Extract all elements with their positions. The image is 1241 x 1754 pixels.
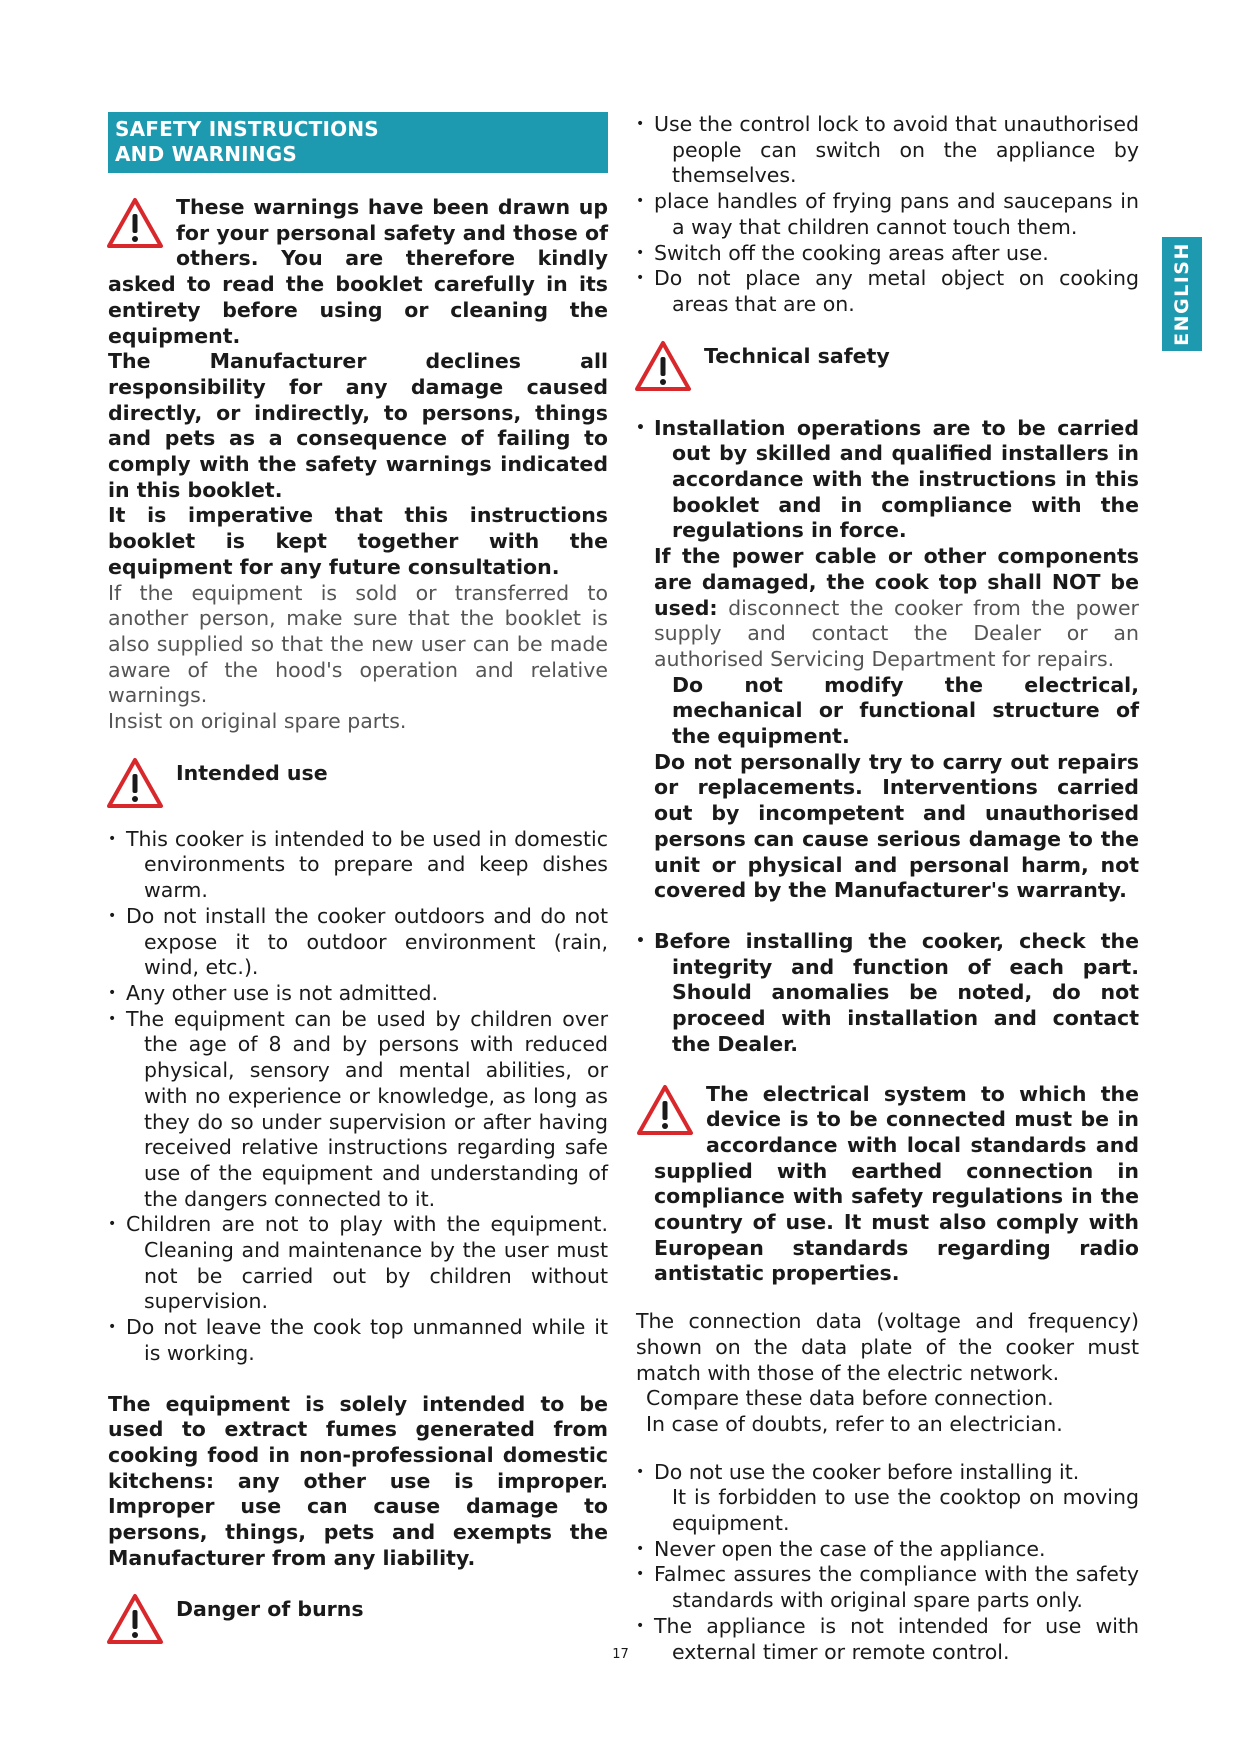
warning-triangle-icon <box>636 1084 694 1136</box>
right-column <box>636 112 1139 1665</box>
list-item: • Switch off the cooking areas after use. <box>636 241 1139 267</box>
intended-use-title: Intended use <box>176 760 328 785</box>
forbidden-text: It is forbidden to use the cooktop on moving equipment. <box>672 1485 1139 1536</box>
warning-triangle-icon <box>106 1593 164 1645</box>
list-item: • Falmec assures the compliance with the safety standards with original spare parts only. <box>636 1562 1139 1613</box>
warning-triangle-icon <box>106 197 164 249</box>
electrical-list <box>636 1460 1139 1486</box>
burns-heading <box>108 1593 608 1645</box>
list-item: • Do not leave the cook top unmanned while it is working. <box>108 1315 608 1366</box>
warning-triangle-icon <box>106 757 164 809</box>
header-line-2: AND WARNINGS <box>115 142 297 166</box>
list-item: • Do not place any metal object on cooking areas that are on. <box>636 266 1139 317</box>
header-line-1: SAFETY INSTRUCTIONS <box>115 117 379 141</box>
intended-use-list <box>108 827 608 1367</box>
technical-title: Technical safety <box>704 343 890 368</box>
list-item: • Installation operations are to be carried out by skilled and qualified installers in accordance with the instructions in this booklet and in compliance with the regulations in force. <box>636 416 1139 545</box>
list-item: • place handles of frying pans and saucepans in a way that children cannot touch them. <box>636 189 1139 240</box>
intended-use-closing: The equipment is solely intended to be used to extract fumes generated from cooking food in non-professional domestic kitchens: any other use is improper. Improper use can cause damage to persons, things, pets and exempts the Manufacturer from any liability. <box>108 1391 608 1570</box>
list-item: • Never open the case of the appliance. <box>636 1537 1139 1563</box>
language-tab <box>1162 237 1202 351</box>
list-item: • Any other use is not admitted. <box>108 981 608 1007</box>
list-item: • The equipment can be used by children over the age of 8 and by persons with reduced physical, sensory and mental abilities, or with no experience or knowledge, as long as they do so under supervision or after having received relative instructions regarding safe use of the equipment and understanding of the dangers connected to it. <box>108 1007 608 1213</box>
damaged-bold: If the power cable or other components are damaged, the cook top shall NOT be used: <box>654 544 1139 620</box>
electrical-warning: The electrical system to which the device is to be connected must be in accordance with local standards and supplied with earthed connection in compliance with safety regulations in the country of use. It must also comply with European standards regarding radio antistatic properties. <box>654 1081 1139 1286</box>
doubts-text: In case of doubts, refer to an electrician. <box>646 1411 1063 1436</box>
intro-warning: These warnings have been drawn up for your personal safety and those of others. You are therefore kindly asked to read the booklet carefully in its entirety before using or cleaning the equipment. <box>108 195 608 348</box>
list-item: • Do not install the cooker outdoors and do not expose it to outdoor environment (rain, wind, etc.). <box>108 904 608 981</box>
electrical-warning-block <box>636 1082 1139 1288</box>
spare-parts-text: Insist on original spare parts. <box>108 709 407 734</box>
compare-text: Compare these data before connection. <box>646 1386 1054 1411</box>
language-tab-label: ENGLISH <box>1171 242 1193 346</box>
list-item: • Use the control lock to avoid that unauthorised people can switch on the appliance by themselves. <box>636 112 1139 189</box>
check-list <box>636 929 1139 1058</box>
burns-list <box>636 112 1139 318</box>
section-header <box>108 112 608 173</box>
intended-use-heading <box>108 757 608 825</box>
damaged-rest: disconnect the cooker from the power supply and contact the Dealer or an authorised Servicing Department for repairs. <box>654 595 1139 671</box>
intro-block <box>108 195 608 735</box>
list-item: • Before installing the cooker, check the integrity and function of each part. Should anomalies be noted, do not proceed with installation and contact the Dealer. <box>636 929 1139 1058</box>
no-modify-text: Do not modify the electrical, mechanical or functional structure of the equipment. <box>672 672 1139 749</box>
list-item: • The appliance is not intended for use with external timer or remote control. <box>636 1614 1139 1665</box>
technical-heading <box>636 340 1139 416</box>
burns-title: Danger of burns <box>176 1597 364 1622</box>
damaged-paragraph <box>636 544 1139 673</box>
page-number: 17 <box>612 1647 629 1662</box>
list-item: • Do not use the cooker before installing it. <box>636 1460 1139 1486</box>
transfer-text: If the equipment is sold or transferred to another person, make sure that the booklet is also supplied so that the new user can be made aware of the hood's operation and relative warnings. <box>108 580 608 708</box>
warning-triangle-icon <box>634 340 692 392</box>
technical-list <box>636 416 1139 545</box>
imperative-text: It is imperative that this instructions booklet is kept together with the equipment for any future consultation. <box>108 503 608 579</box>
electrical-list-continued <box>636 1537 1139 1666</box>
no-repairs-text: Do not personally try to carry out repairs or replacements. Interventions carried out by incompetent and unauthorised persons can cause serious damage to the unit or physical and personal harm, not covered by the Manufacturer's warranty. <box>654 749 1139 903</box>
list-item: • Children are not to play with the equipment. Cleaning and maintenance by the user must not be carried out by children without supervision. <box>108 1212 608 1315</box>
responsibility-text: The Manufacturer declines all responsibility for any damage caused directly, or indirectly, to persons, things and pets as a consequence of failing to comply with the safety warnings indicated in this booklet. <box>108 349 608 502</box>
left-column <box>108 112 608 1645</box>
connection-text: The connection data (voltage and frequency) shown on the data plate of the cooker must match with those of the electric network. <box>636 1309 1139 1385</box>
list-item: • This cooker is intended to be used in domestic environments to prepare and keep dishes warm. <box>108 827 608 904</box>
